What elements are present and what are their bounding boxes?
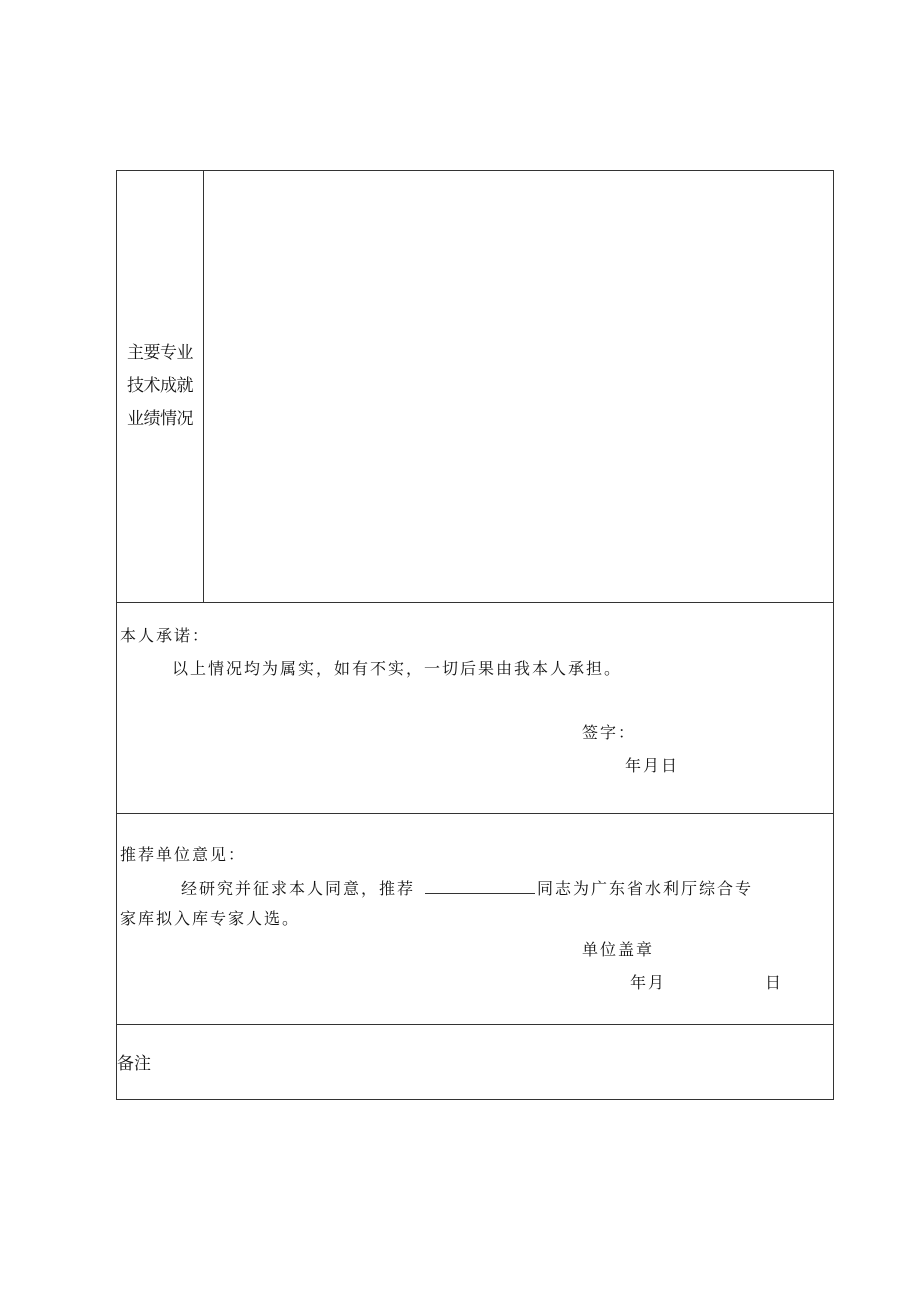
recommendation-date-day: 日 xyxy=(765,973,784,992)
seal-label: 单位盖章 xyxy=(582,940,655,959)
recommendation-line-2: 家库拟入库专家人选。 xyxy=(120,909,301,928)
achievements-label-cell xyxy=(117,171,204,602)
nominee-name-blank[interactable] xyxy=(425,879,535,894)
recommendation-line-1 xyxy=(181,876,753,899)
recommendation-section xyxy=(117,814,833,1025)
achievements-content-field[interactable] xyxy=(204,171,833,602)
commitment-section xyxy=(117,603,833,814)
achievements-label-line-2: 技术成就 xyxy=(127,376,193,396)
achievements-label xyxy=(120,337,200,436)
recommendation-line-1-suffix: 同志为广东省水利厅综合专 xyxy=(537,879,754,898)
achievements-section xyxy=(117,171,833,603)
signature-label: 签字： xyxy=(582,723,637,742)
recommendation-line-1-prefix: 经研究并征求本人同意，推荐 xyxy=(181,879,416,898)
recommendation-date-year-month: 年月 xyxy=(630,973,667,992)
commitment-date: 年月日 xyxy=(625,756,680,775)
commitment-heading: 本人承诺： xyxy=(120,626,211,645)
achievements-label-line-1: 主要专业 xyxy=(127,343,193,363)
remarks-section xyxy=(117,1025,833,1099)
remarks-label: 备注 xyxy=(117,1054,151,1074)
achievements-label-line-3: 业绩情况 xyxy=(127,409,193,429)
recommendation-heading: 推荐单位意见： xyxy=(120,845,247,864)
commitment-statement: 以上情况均为属实，如有不实，一切后果由我本人承担。 xyxy=(172,659,623,678)
expert-application-form xyxy=(116,170,834,1100)
